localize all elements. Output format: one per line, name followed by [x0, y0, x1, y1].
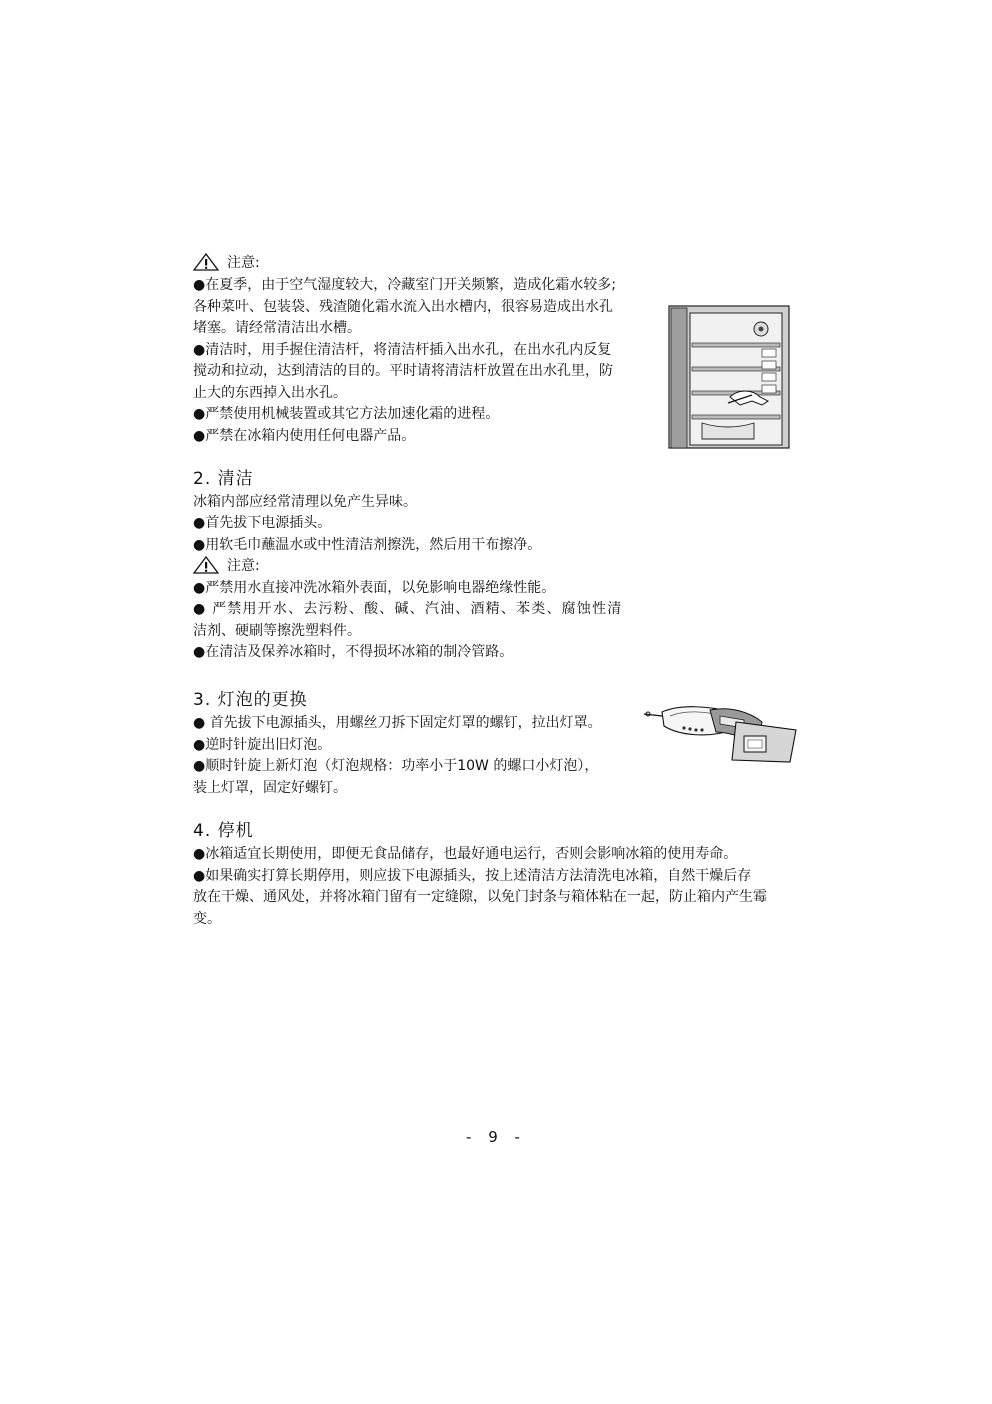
page-number: - 9 - — [466, 1128, 526, 1146]
warning-notice-2 — [193, 555, 260, 575]
section4-line-3: 放在干燥、通风处，并将冰箱门留有一定缝隙，以免门封条与箱体粘在一起，防止箱内产生霉 — [193, 889, 767, 905]
section-4-heading: 4. 停机 — [193, 821, 254, 841]
notice1-line-5: 搅动和拉动，达到清洁的目的。平时请将清洁杆放置在出水孔里，防 — [193, 363, 613, 379]
section3-line-3: ●顺时针旋上新灯泡（灯泡规格：功率小于10W 的螺口小灯泡）， — [193, 758, 599, 774]
notice1-line-3: 堵塞。请经常清洁出水槽。 — [193, 320, 361, 336]
notice1-line-8: ●严禁在冰箱内使用任何电器产品。 — [193, 428, 416, 444]
warning-triangle-icon — [193, 253, 219, 271]
fridge-interior-illustration — [668, 305, 790, 449]
section2-line-3: ●用软毛巾蘸温水或中性清洁剂擦洗，然后用干布擦净。 — [193, 537, 542, 553]
section3-line-4: 装上灯罩，固定好螺钉。 — [193, 780, 347, 796]
section-2-heading: 2. 清洁 — [193, 469, 254, 489]
section2-line-1: 冰箱内部应经常清理以免产生异味。 — [193, 494, 417, 510]
section2-notice-line-1: ●严禁用水直接冲洗冰箱外表面，以免影响电器绝缘性能。 — [193, 580, 556, 596]
section2-notice-line-4: ●在清洁及保养冰箱时，不得损坏冰箱的制冷管路。 — [193, 644, 514, 660]
section4-line-1: ●冰箱适宜长期使用，即便无食品储存，也最好通电运行，否则会影响冰箱的使用寿命。 — [193, 846, 738, 862]
section2-notice-line-3: 洁剂、硬刷等擦洗塑料件。 — [193, 623, 361, 639]
section3-line-2: ●逆时针旋出旧灯泡。 — [193, 737, 332, 753]
notice1-line-2: 各种菜叶、包装袋、残渣随化霜水流入出水槽内，很容易造成出水孔 — [193, 299, 613, 315]
notice-label: 注意: — [227, 558, 260, 574]
notice1-line-1: ●在夏季，由于空气湿度较大，冷藏室门开关频繁，造成化霜水较多; — [193, 277, 616, 293]
notice1-line-4: ●清洁时，用手握住清洁杆，将清洁杆插入出水孔，在出水孔内反复 — [193, 342, 612, 358]
section-3-heading: 3. 灯泡的更换 — [193, 690, 308, 710]
warning-notice-1 — [193, 252, 260, 272]
section2-notice-line-2: ● 严禁用开水、去污粉、酸、碱、汽油、酒精、苯类、腐蚀性清 — [193, 601, 623, 617]
notice-label: 注意: — [227, 255, 260, 271]
section4-line-2: ●如果确实打算长期停用，则应拔下电源插头，按上述清洁方法清洗电冰箱，自然干燥后存 — [193, 868, 752, 884]
section3-line-1: ● 首先拔下电源插头，用螺丝刀拆下固定灯罩的螺钉，拉出灯罩。 — [193, 715, 602, 731]
lamp-cover-illustration — [640, 702, 800, 774]
notice1-line-6: 止大的东西掉入出水孔。 — [193, 385, 347, 401]
warning-triangle-icon — [193, 556, 219, 574]
notice1-line-7: ●严禁使用机械装置或其它方法加速化霜的进程。 — [193, 406, 500, 422]
section2-line-2: ●首先拔下电源插头。 — [193, 515, 332, 531]
section4-line-4: 变。 — [193, 911, 221, 927]
